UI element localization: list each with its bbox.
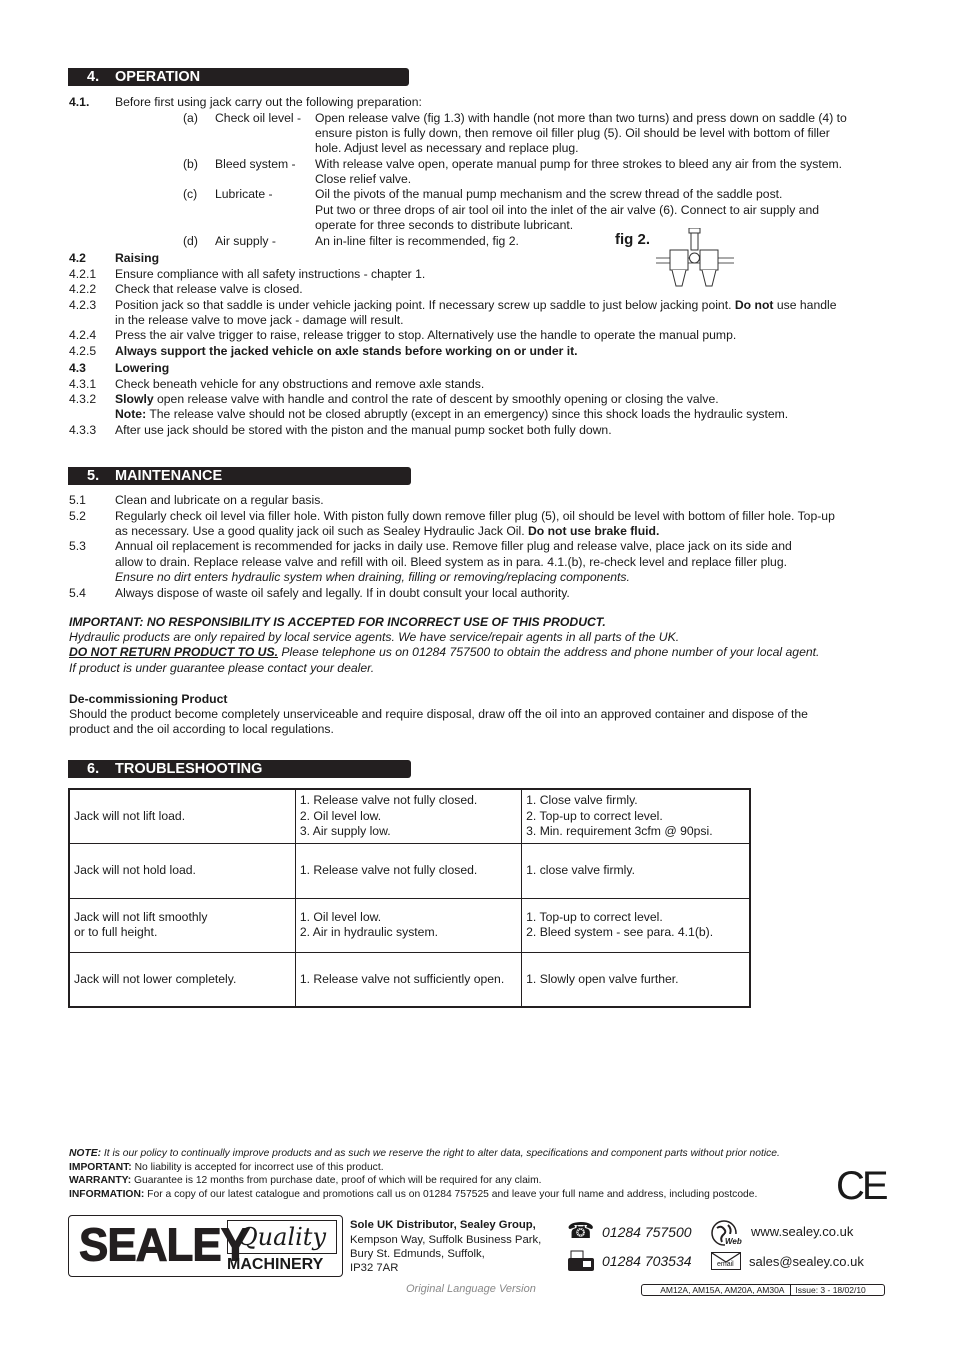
sub-key: Air supply - [215,234,276,248]
table-row [69,844,750,899]
para-text: in the release valve to move jack - damage will result. [115,313,404,327]
sub-letter: (c) [183,187,198,201]
para-text: Position jack so that saddle is under vehicle jacking point. If necessary screw up saddle to just below jacking point. Do not use handle [115,298,837,312]
section-header-troubleshooting [68,760,411,778]
sub-line: operate for three seconds to distribute lubricant. [315,218,574,232]
remedy-cell: 1. Slowly open valve further. [522,953,750,1008]
sub-key: Check oil level - [215,111,302,125]
subsection-title: Raising [115,251,160,265]
section-header-operation [68,68,409,86]
para-text: Annual oil replacement is recommended for jacks in daily use. Remove filler plug and release valve, place jack on its side and [115,539,792,553]
sub-line: Close relief valve. [315,172,412,186]
remedy-cell: 1. Top-up to correct level. 2. Bleed system - see para. 4.1(b). [522,898,750,953]
sub-line: hole. Adjust level as necessary and replace plug. [315,141,579,155]
para-text: Always support the jacked vehicle on axle stands before working on or under it. [115,344,578,358]
problem-cell: Jack will not lower completely. [69,953,295,1008]
model-numbers: AM12A, AM15A, AM20A, AM30A [660,1285,784,1295]
fax-icon [567,1249,595,1273]
web-icon [711,1220,745,1246]
footer-note: NOTE: It is our policy to continually improve products and as such we reserve the right to alter data, specifications and component parts without prior notice. [69,1148,780,1159]
sub-letter: (d) [183,234,198,248]
para-text: Slowly open release valve with handle and control the rate of descent by smoothly opening or closing the valve. [115,392,719,406]
para-text: Before first using jack carry out the following preparation: [115,95,422,109]
para-text: Check that release valve is closed. [115,282,303,296]
decommission-text: Should the product become completely unserviceable and require disposal, draw off the oil into an approved container and dispose of the [69,707,808,721]
para-text: Check beneath vehicle for any obstructions and remove axle stands. [115,377,485,391]
issue-date: Issue: 3 - 18/02/10 [790,1285,865,1295]
para-number: 4.3.1 [69,377,97,391]
email-icon-label: email [717,1261,734,1268]
table-row [69,953,750,1008]
address-line: IP32 7AR [350,1262,399,1274]
sub-letter: (a) [183,111,198,125]
cause-cell: 1. Release valve not sufficiently open. [295,953,521,1008]
para-text: as necessary. Use a good quality jack oil such as Sealey Hydraulic Jack Oil. Do not use brake fluid. [115,524,660,538]
section-number: 4.2 [69,251,86,265]
cause-cell: 1. Oil level low. 2. Air in hydraulic system. [295,898,521,953]
sub-line: An in-line filter is recommended, fig 2. [315,234,519,248]
subsection-title: Lowering [115,361,170,375]
problem-cell: Jack will not lift load. [69,789,295,844]
para-text: Press the air valve trigger to raise, release trigger to stop. Alternatively use the handle to operate the manual pump. [115,328,737,342]
decommission-title: De-commissioning Product [69,692,228,706]
model-issue-box [641,1284,885,1296]
sub-line: Open release valve (fig 1.3) with handle (not more than two turns) and press down on saddle (4) to [315,111,847,125]
para-number: 4.3.2 [69,392,97,406]
para-text: allow to drain. Replace release valve and refill with oil. Bleed system as in para. 4.1.(b), re-check level and replace filler plug. [115,555,787,569]
fax-number: 01284 703534 [602,1253,692,1269]
para-number: 5.1 [69,493,86,507]
address-line: Kempson Way, Suffolk Business Park, [350,1234,542,1246]
para-text: Clean and lubricate on a regular basis. [115,493,324,507]
cause-cell: 1. Release valve not fully closed. [295,844,521,899]
address-line: Bury St. Edmunds, Suffolk, [350,1248,485,1260]
machinery-wordmark: MACHINERY [227,1256,324,1273]
troubleshooting-table [68,788,751,1008]
decommission-text: product and the oil according to local regulations. [69,722,334,736]
problem-cell: Jack will not lift smoothly or to full height. [69,898,295,953]
telephone-icon: ☎ [567,1218,595,1243]
figure-label: fig 2. [615,231,651,248]
para-number: 5.2 [69,509,86,523]
email-icon [711,1252,741,1270]
section-number: 6. [87,761,100,777]
footer-warranty: WARRANTY: Guarantee is 12 months from purchase date, proof of which will be required for any claim. [69,1175,542,1186]
problem-cell: Jack will not hold load. [69,844,295,899]
footer-important: IMPORTANT: No liability is accepted for incorrect use of this product. [69,1162,384,1173]
para-text: Always dispose of waste oil safely and legally. If in doubt consult your local authority. [115,586,570,600]
section-header-maintenance [68,467,411,485]
web-icon-label: Web [725,1234,742,1249]
remedy-cell: 1. close valve firmly. [522,844,750,899]
para-number: 5.4 [69,586,86,600]
note-text: Note: The release valve should not be closed abruptly (except in an emergency) since this shock loads the hydraulic system. [115,407,789,421]
ce-mark-logo: CE [836,1164,886,1208]
sub-line: ensure piston is fully down, then remove oil filler plug (5). Oil should be level with bottom of filler [315,126,830,140]
cause-cell: 1. Release valve not fully closed. 2. Oil level low. 3. Air supply low. [295,789,521,844]
para-number: 5.3 [69,539,86,553]
phone-number: 01284 757500 [602,1224,692,1240]
para-number: 4.2.1 [69,267,97,281]
quality-wordmark: Quality [227,1220,337,1254]
section-number: 5. [87,468,100,484]
sub-line: With release valve open, operate manual pump for three strokes to bleed any air from the system. [315,157,843,171]
sub-key: Bleed system - [215,157,296,171]
para-text: Ensure compliance with all safety instructions - chapter 1. [115,267,426,281]
important-text: DO NOT RETURN PRODUCT TO US. Please telephone us on 01284 757500 to obtain the address and phone number of your local agent. [69,645,820,659]
para-text: Regularly check oil level via filler hole. With piston fully down remove filler plug (5), oil should be level with bottom of filler hole. Top-up [115,509,835,523]
section-number: 4.3 [69,361,86,375]
section-title: TROUBLESHOOTING [115,761,263,777]
para-number: 4.2.3 [69,298,97,312]
para-number: 4.3.3 [69,423,97,437]
section-title: OPERATION [115,69,201,85]
sub-key: Lubricate - [215,187,273,201]
para-text: After use jack should be stored with the piston and the manual pump socket both fully down. [115,423,612,437]
remedy-cell: 1. Close valve firmly. 2. Top-up to correct level. 3. Min. requirement 3cfm @ 90psi. [522,789,750,844]
distributor-name: Sole UK Distributor, Sealey Group, [350,1219,536,1231]
para-number: 4.2.2 [69,282,97,296]
important-heading: IMPORTANT: NO RESPONSIBILITY IS ACCEPTED FOR INCORRECT USE OF THIS PRODUCT. [69,615,606,629]
sub-line: Oil the pivots of the manual pump mechanism and the screw thread of the saddle post. [315,187,783,201]
email-link[interactable]: sales@sealey.co.uk [749,1254,864,1269]
original-language-note: Original Language Version [406,1283,536,1295]
sealey-logo [68,1215,343,1277]
brand-wordmark: SEALEY [79,1219,250,1272]
footer-information: INFORMATION: For a copy of our latest catalogue and promotions call us on 01284 757525 and leave your full name and address, including postcode. [69,1189,758,1200]
sub-line: Put two or three drops of air tool oil into the inlet of the air valve (6). Connect to air supply and [315,203,820,217]
para-number: 4.2.4 [69,328,97,342]
important-text: Hydraulic products are only repaired by local service agents. We have service/repair agents in all parts of the UK. [69,630,680,644]
section-number: 4. [87,69,100,85]
section-title: MAINTENANCE [115,468,223,484]
table-row [69,898,750,953]
sub-letter: (b) [183,157,198,171]
important-text: If product is under guarantee please contact your dealer. [69,661,375,675]
table-row [69,789,750,844]
para-number: 4.2.5 [69,344,97,358]
website-link[interactable]: www.sealey.co.uk [751,1224,854,1239]
para-text: Ensure no dirt enters hydraulic system when draining, filling or removing/replacing components. [115,570,630,584]
para-number: 4.1. [69,95,90,109]
